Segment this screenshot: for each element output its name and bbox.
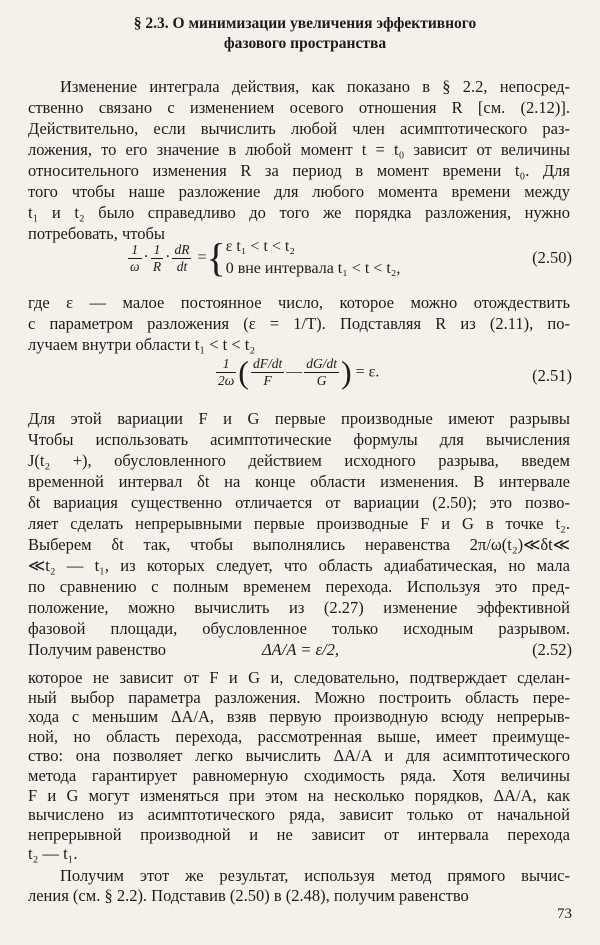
paragraph-1-line: относительного изменения R за период в момент времени t₀. Для [28,161,570,180]
equation-case-1: ε t₁ < t < t₂ [225,238,295,255]
paragraph-3-line: Выберем δt так, чтобы выполнялись неравенства 2π/ω(t₂)≪δt≪ [28,535,570,554]
paragraph-2-line: где ε — малое постоянное число, которое можно отождествить [28,293,570,312]
equation-2-52: ΔA/A = ε/2, [262,640,339,659]
paragraph-2-line: лучаем внутри области t₁ < t < t₂ [28,335,256,354]
frac-num: dF/dt [252,356,283,371]
equation-number: (2.50) [532,248,572,267]
frac-den: 2ω [218,373,235,388]
paragraph-3-line: фазовой площади, обусловленное только исходным разрывом. [28,619,570,638]
paragraph-3-line: положение, можно вычислить из (2.27) изменение эффективной [28,598,570,617]
paragraph-1-line: Действительно, если вычислить любой член асимптотического раз- [28,119,570,138]
equation-case-2: 0 вне интервала t₁ < t < t₂, [225,260,401,277]
frac-den: dt [176,258,188,274]
paragraph-1-line: ложения, то его значение в любой момент t = t₀ зависит от величины [28,140,570,159]
equation-2-50: $\frac{1}{\omega}$ · $\frac{1}{R}$ · $\frac{dR}{dt}$ ={ ε t₁ < t < t₂ 0 вне интервала t₁ < t < t₂, [130,235,401,280]
paragraph-5-line: Получим этот же результат, используя метод прямого вычис- [60,866,570,885]
frac-num: dR [174,241,190,257]
paragraph-4-line: метода гарантирует равномерную сходимость ряда. Хотя величины [28,766,570,785]
paragraph-4-line: хода с меньшим ΔA/A, взяв первую производную всюду непрерыв- [28,707,570,727]
paragraph-3-line: Чтобы использовать асимптотические формулы для вычисления [28,430,570,449]
paragraph-3-line: Для этой вариации F и G первые производные имеют разрывы [28,409,570,428]
paragraph-1-line: t₁ и t₂ было справедливо до того же порядка разложения, нужно [28,203,570,222]
paragraph-1-line: того чтобы наше разложение для любого момента времени между [28,182,570,201]
paragraph-3-line: ляет сделать непрерывными первые производные F и G в точке t₂. [28,514,570,533]
paragraph-4-line: ной, но область перехода, рассмотренная выше, имеет преимуще- [28,726,570,746]
frac-den: G [316,373,327,388]
section-title-line-1: § 2.3. О минимизации увеличения эффективного [133,15,477,32]
frac-num: 1 [151,242,163,259]
frac-num: dG/dt [306,356,337,371]
frac-den: ω [130,258,140,274]
frac-den: R [152,258,162,274]
paragraph-4-line: F и G могут изменяться при этом на несколько порядков, ΔA/A, как [28,785,570,805]
frac-num: 1 [128,242,142,259]
equation-2-51: $\frac{1}{2\omega}$ ( $\frac{dF/dt}{F}$ — $\frac{dG/dt}{G}$ ) = ε. [218,354,380,390]
paragraph-3-line: J(t₂ +), обусловленного действием исходного разрыва, введем [28,451,570,470]
paragraph-5-line: ления (см. § 2.2). Подставив (2.50) в (2.48), получим равенство [28,885,469,905]
paragraph-3-line: по сравнению с полным временем перехода. Используя это пред- [28,577,570,596]
paragraph-3-line: δt вариация существенно отличается от вариации (2.50); это позво- [28,493,570,512]
paragraph-4-line: вычислено из асимптотического ряда, зависит только от начальной [28,805,570,825]
equation-number: (2.52) [532,640,572,659]
section-title-line-2: фазового пространства [223,35,387,52]
paragraph-4-line: ство: она позволяет легко вычислить ΔA/A и для асимптотического [28,746,570,766]
paragraph-4-line: ный выбор параметра разложения. Можно построить область пере- [28,687,570,707]
paragraph-3-line: Получим равенство [28,640,167,659]
left-brace: { [206,235,226,280]
paragraph-4-line: которое не зависит от F и G и, следовательно, подтверждает сделан- [28,668,570,687]
page-number: 73 [557,906,572,922]
paragraph-2-line: с параметром разложения (ε = 1/T). Подставляя R из (2.11), по- [28,314,570,333]
paragraph-1-line: потребовать, чтобы [28,224,165,243]
equation-rhs: = ε. [355,363,380,381]
paragraph-3-line: временной интервал δt на конце области изменения. В интервале [28,472,570,491]
paragraph-1-line: Изменение интеграла действия, как показано в § 2.2, непосред- [60,77,570,96]
paragraph-4-line: t₂ — t₁. [28,844,78,864]
frac-den: F [263,373,272,388]
equation-number: (2.51) [532,366,572,385]
paragraph-1-line: ственно связано с изменением осевого отношения R [см. (2.12)]. [28,98,570,117]
paragraph-3-line: ≪t₂ — t₁, из которых следует, что область адиабатическая, но мала [28,556,570,575]
frac-num: 1 [216,356,236,373]
paragraph-4-line: непрерывной производной и не зависит от интервала перехода [28,824,570,844]
